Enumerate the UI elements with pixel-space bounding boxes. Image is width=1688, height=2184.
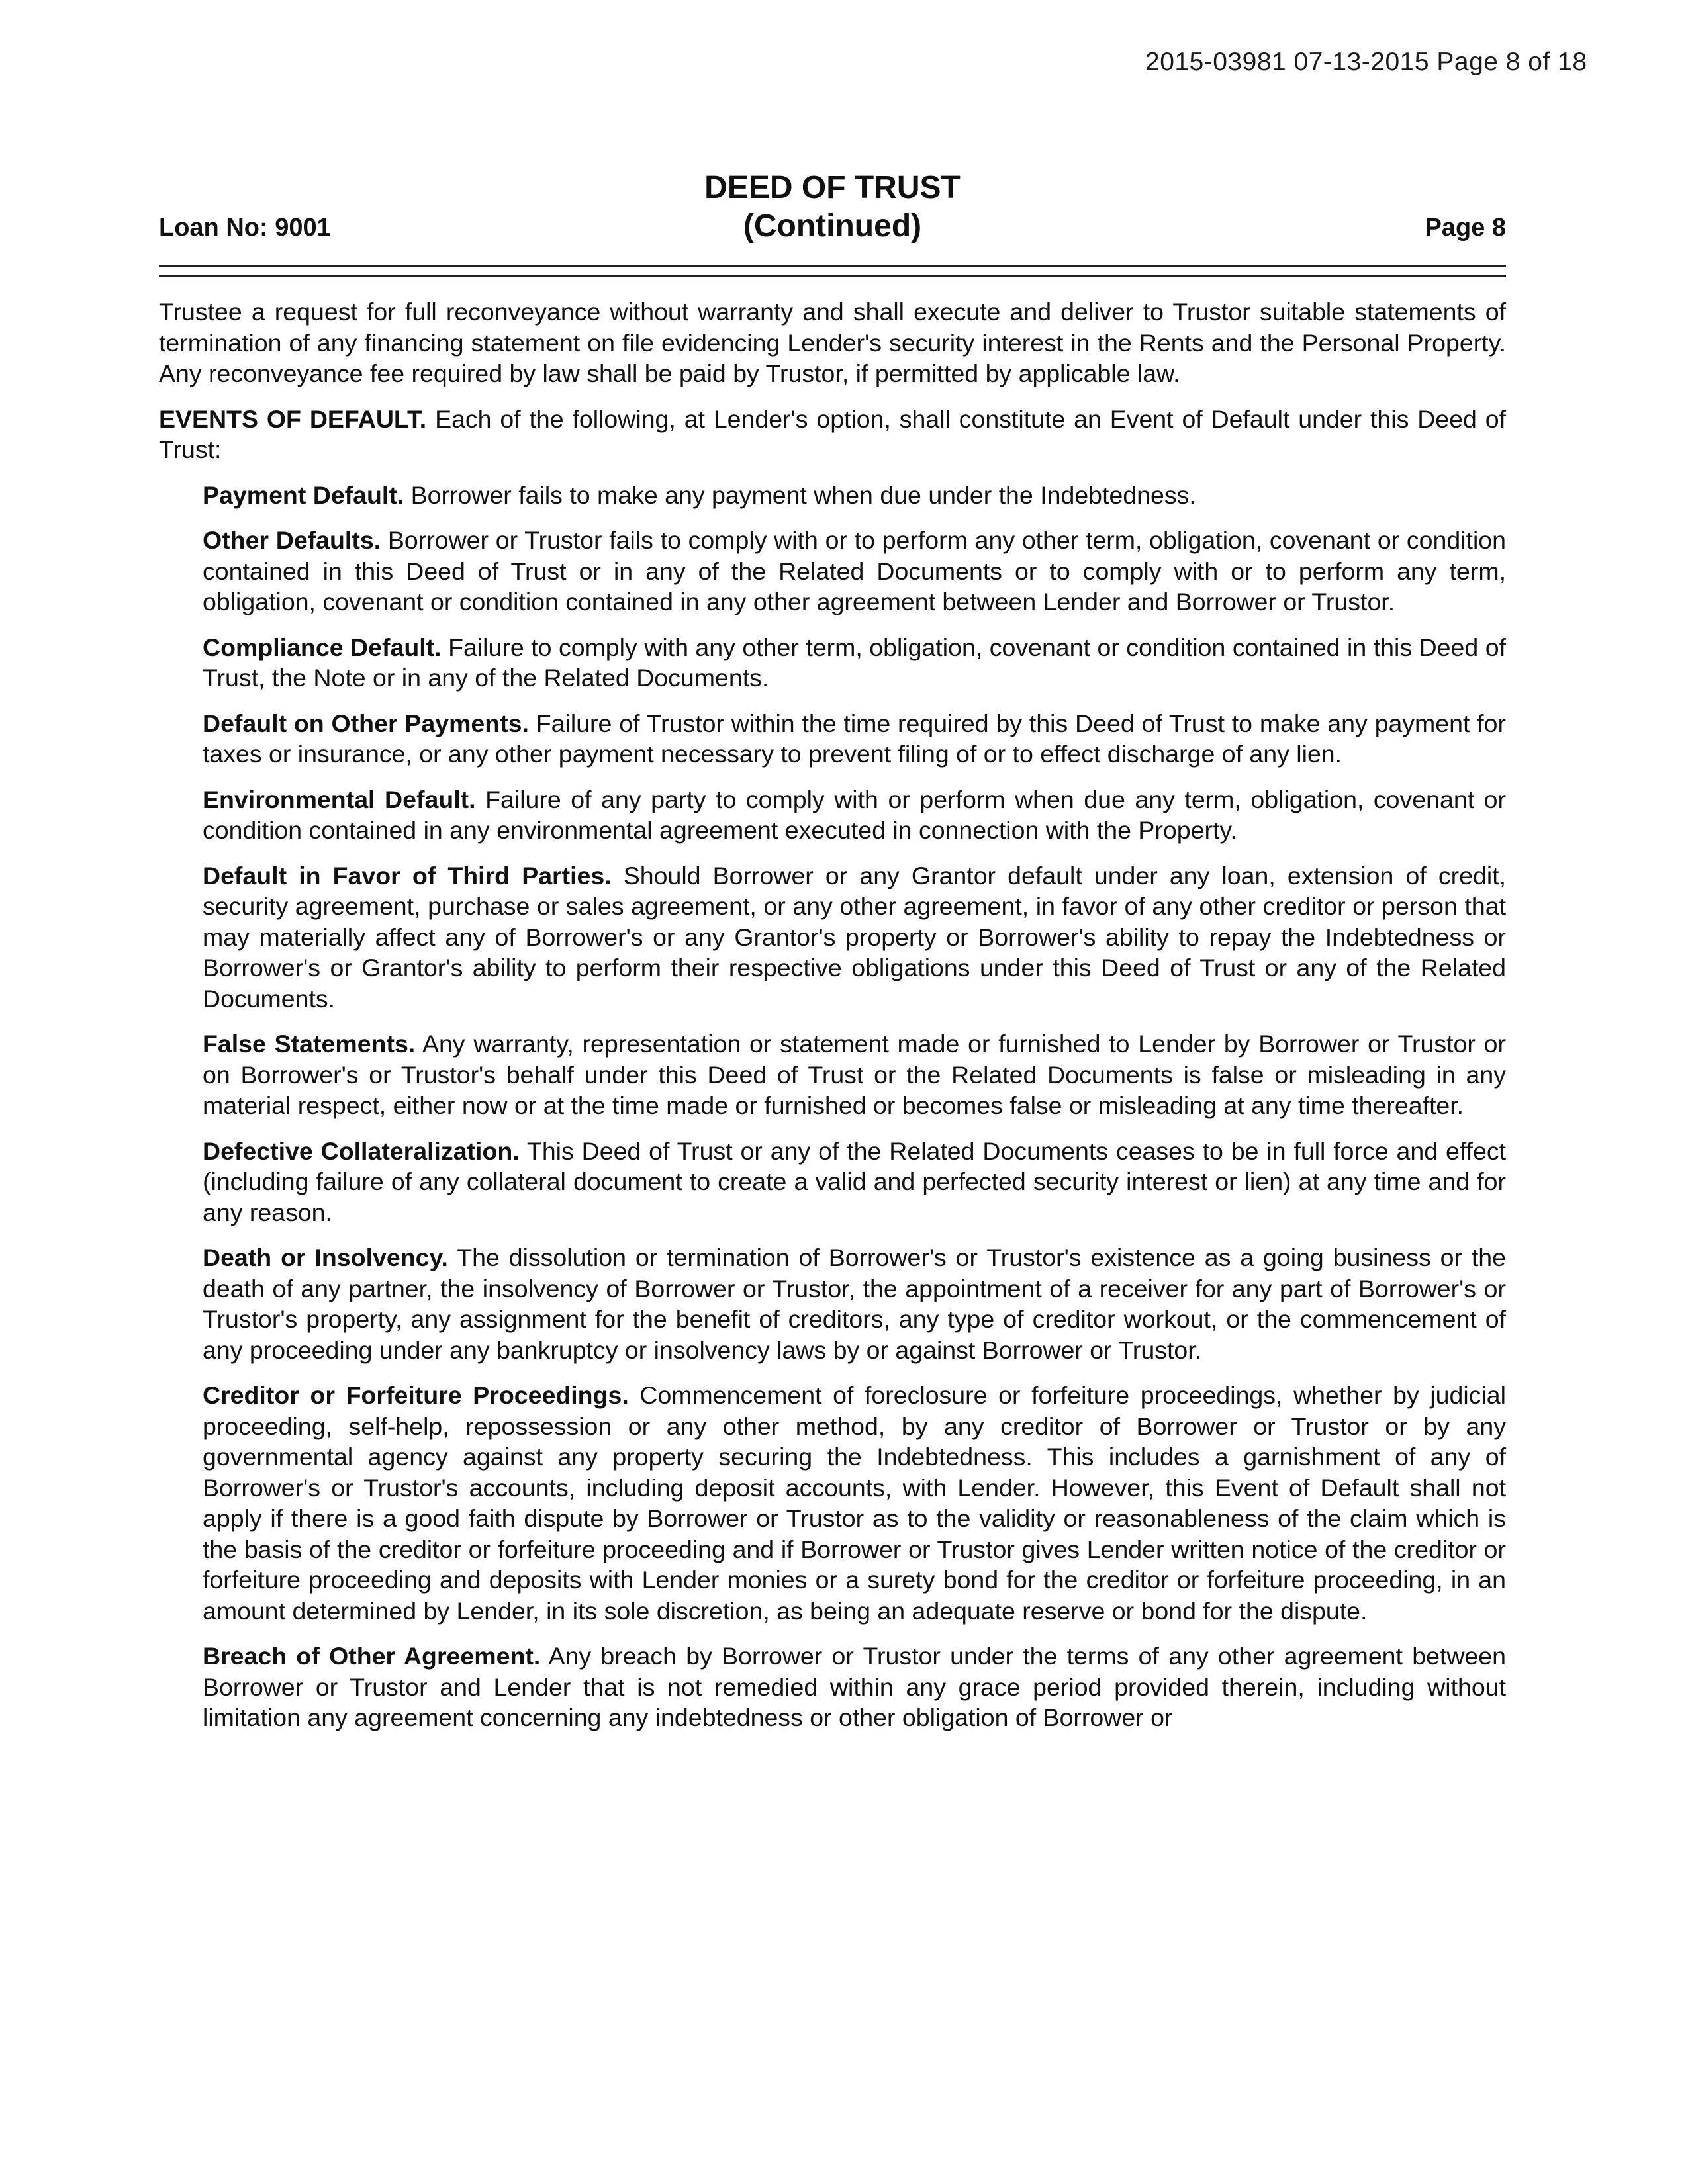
default-item-text: Failure of Trustor within the time required by this Deed of Trust to make any payment for taxes or insurance, or any other payment necessary to prevent filing of or to effect discharge of any lien.: [203, 709, 1506, 768]
default-item-text: Borrower fails to make any payment when due under the Indebtedness.: [410, 480, 1196, 509]
default-item-title: False Statements.: [203, 1030, 416, 1058]
default-item-title: Defective Collateralization.: [203, 1136, 520, 1165]
default-item: [203, 860, 1506, 1015]
default-item-title: Payment Default.: [203, 480, 404, 509]
default-item-text: Failure to comply with any other term, obligation, covenant or condition contained in this Deed of Trust, the Note or in any of the Related Documents.: [203, 633, 1506, 692]
events-of-default-heading: EVENTS OF DEFAULT.: [159, 404, 427, 433]
header-divider-top: [159, 265, 1506, 267]
default-item: [203, 1641, 1506, 1733]
default-item-title: Default in Favor of Third Parties.: [203, 861, 612, 889]
loan-number: Loan No: 9001: [159, 214, 331, 242]
events-of-default-paragraph: [159, 404, 1506, 465]
default-item-title: Creditor or Forfeiture Proceedings.: [203, 1381, 629, 1409]
default-item-text: Should Borrower or any Grantor default under any loan, extension of credit, security agreement, purchase or sales agreement, or any other agreement, in favor of any other creditor or person that may materially affect any of Borrower's or any Grantor's property or Borrower's ability to repay the Indebtedness or Borrower's or Grantor's ability to perform their respective obligations under this Deed of Trust or any of the Related Documents.: [203, 861, 1506, 1013]
default-item-text: Any breach by Borrower or Trustor under the terms of any other agreement between Borrower or Trustor and Lender that is not remedied within any grace period provided therein, including without limitation any agreement concerning any indebtedness or other obligation of Borrower or: [203, 1642, 1506, 1731]
default-item: [203, 1242, 1506, 1365]
default-item-text: Failure of any party to comply with or perform when due any term, obligation, covenant or condition contained in any environmental agreement executed in connection with the Property.: [203, 785, 1507, 844]
default-item: [203, 784, 1506, 846]
default-item-title: Default on Other Payments.: [203, 709, 529, 737]
document-header: [159, 169, 1506, 261]
default-item: [203, 632, 1506, 694]
intro-paragraph: Trustee a request for full reconveyance without warranty and shall execute and deliver to Trustor suitable statements of termination of any financing statement on file evidencing Lender's security interest in the Rents and the Personal Property. Any reconveyance fee required by law shall be paid by Trustor, if permitted by applicable law.: [159, 298, 1506, 387]
default-item-title: Environmental Default.: [203, 785, 476, 813]
default-item-title: Breach of Other Agreement.: [203, 1642, 541, 1670]
document-title: [159, 169, 1506, 246]
default-item-text: Any warranty, representation or statement made or furnished to Lender by Borrower or Trustor or on Borrower's or Trustor's behalf under this Deed of Trust or the Related Documents is false or misleading in any material respect, either now or at the time made or furnished or becomes false or misleading at any time thereafter.: [203, 1030, 1506, 1119]
default-item-title: Death or Insolvency.: [203, 1244, 448, 1271]
document-title-line1: DEED OF TRUST: [704, 170, 961, 205]
default-item-title: Compliance Default.: [203, 633, 442, 661]
events-of-default-text: Each of the following, at Lender's option, shall constitute an Event of Default under this Deed of Trust:: [159, 404, 1506, 463]
default-item: [203, 525, 1506, 617]
document-title-line2: (Continued): [743, 208, 922, 244]
default-item-text: Borrower or Trustor fails to comply with or to perform any other term, obligation, covenant or condition contained in this Deed of Trust or in any of the Related Documents or to comply with or to perform any term, obligation, covenant or condition contained in any other agreement between Lender and Borrower or Trustor.: [203, 526, 1507, 615]
default-item: [203, 1136, 1506, 1228]
document-body: [159, 296, 1506, 1748]
default-item: [203, 1028, 1506, 1121]
default-item-text: This Deed of Trust or any of the Related Documents ceases to be in full force and effect (including failure of any collateral document to create a valid and perfected security interest or lien) at any time and for any reason.: [203, 1136, 1506, 1226]
recording-stamp: 2015-03981 07-13-2015 Page 8 of 18: [1145, 48, 1587, 76]
default-item-title: Other Defaults.: [203, 526, 381, 554]
header-divider-bottom: [159, 275, 1506, 277]
default-item: [203, 708, 1506, 770]
default-item: [203, 480, 1506, 511]
default-item-text: Commencement of foreclosure or forfeiture proceedings, whether by judicial proceeding, self-help, repossession or any other method, by any creditor of Borrower or Trustor or by any governmental agency against any property securing the Indebtedness. This includes a garnishment of any of Borrower's or Trustor's accounts, including deposit accounts, with Lender. However, this Event of Default shall not apply if there is a good faith dispute by Borrower or Trustor as to the validity or reasonableness of the claim which is the basis of the creditor or forfeiture proceeding and if Borrower or Trustor gives Lender written notice of the creditor or forfeiture proceeding and deposits with Lender monies or a surety bond for the creditor or forfeiture proceeding, in an amount determined by Lender, in its sole discretion, as being an adequate reserve or bond for the dispute.: [203, 1381, 1506, 1625]
default-item-text: The dissolution or termination of Borrower's or Trustor's existence as a going business or the death of any partner, the insolvency of Borrower or Trustor, the appointment of a receiver for any part of Borrower's or Trustor's property, any assignment for the benefit of creditors, any type of creditor workout, or the commencement of any proceeding under any bankruptcy or insolvency laws by or against Borrower or Trustor.: [203, 1244, 1506, 1364]
default-item: [203, 1380, 1506, 1626]
page-number: Page 8: [1425, 214, 1506, 242]
